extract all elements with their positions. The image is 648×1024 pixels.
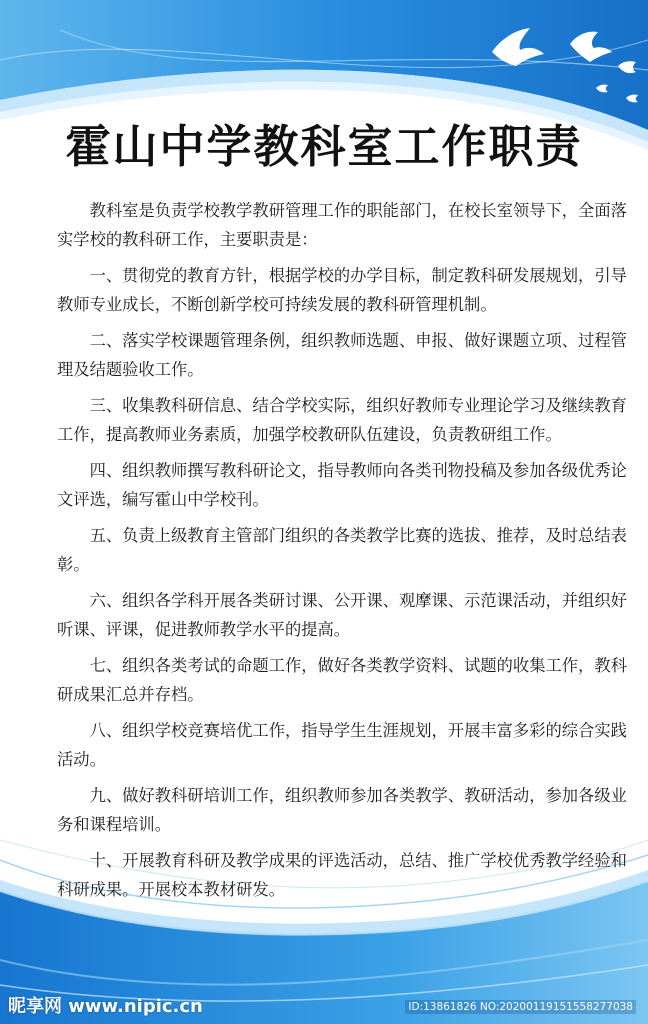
- duty-item: 二、落实学校课题管理条例，组织教师选题、申报、做好课题立项、过程管理及结题验收工作。: [57, 331, 627, 379]
- duty-item: 一、贯彻党的教育方针，根据学校的办学目标，制定教科研发展规划，引导教师专业成长，不断创新学校可持续发展的教科研管理机制。: [57, 266, 627, 314]
- watermark-site: 昵享网 www.nipic.cn: [8, 996, 203, 1017]
- duty-item: 三、收集教科研信息、结合学校实际，组织好教师专业理论学习及继续教育工作，提高教师业务素质，加强学校教研队伍建设，负责教研组工作。: [57, 396, 627, 444]
- duty-item: 十、开展教育科研及教学成果的评选活动，总结、推广学校优秀教学经验和科研成果。开展校本教材研发。: [57, 851, 627, 899]
- watermark-id: ID:13861826 NO:20200119151558277038: [405, 1000, 636, 1014]
- duty-item: 九、做好教科研培训工作，组织教师参加各类教学、教研活动，参加各级业务和课程培训。: [57, 786, 627, 834]
- duty-item: 四、组织教师撰写教科研论文，指导教师向各类刊物投稿及参加各级优秀论文评选，编写霍山中学校刊。: [57, 461, 627, 509]
- duties-body: [57, 196, 629, 911]
- duty-item: 五、负责上级教育主管部门组织的各类教学比赛的选拔、推荐，及时总结表彰。: [57, 526, 627, 574]
- intro-paragraph: 教科室是负责学校教学教研管理工作的职能部门，在校长室领导下，全面落实学校的教科研工作，主要职责是：: [57, 201, 627, 249]
- duty-item: 八、组织学校竞赛培优工作，指导学生生涯规划，开展丰富多彩的综合实践活动。: [57, 721, 627, 769]
- duty-item: 七、组织各类考试的命题工作，做好各类教学资料、试题的收集工作，教科研成果汇总并存档。: [57, 656, 627, 704]
- duty-item: 六、组织各学科开展各类研讨课、公开课、观摩课、示范课活动，并组织好听课、评课，促进教师教学水平的提高。: [57, 591, 627, 639]
- page-title: 霍山中学教科室工作职责: [65, 120, 583, 173]
